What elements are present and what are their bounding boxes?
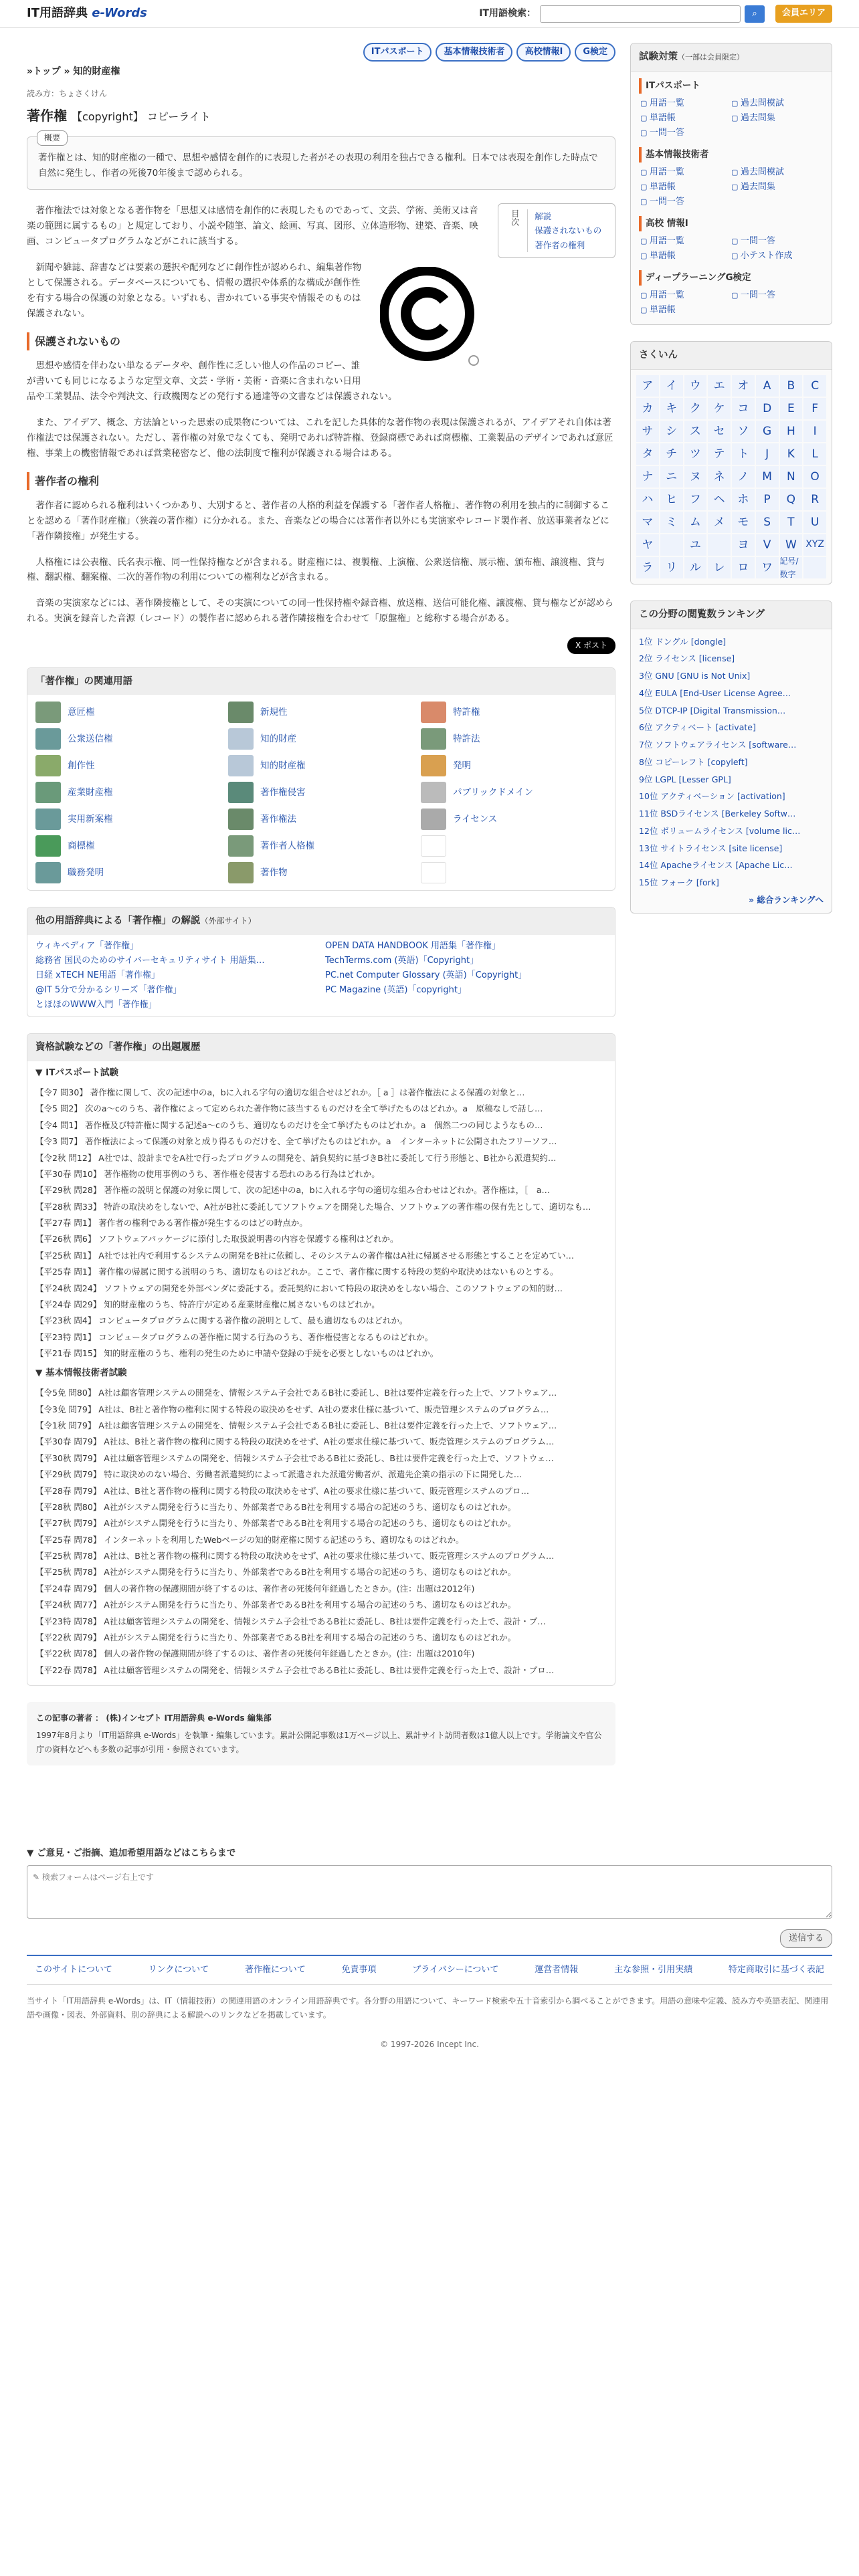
kana-key[interactable]: シ (660, 421, 683, 442)
ranking-item[interactable]: 11位 BSDライセンス [Berkeley Softw… (639, 809, 796, 819)
related-term-link[interactable]: 意匠権 (68, 706, 95, 718)
kana-key[interactable]: C (803, 375, 826, 397)
related-item[interactable] (421, 754, 607, 778)
footer-link[interactable]: 主な参照・引用実績 (614, 1965, 693, 1975)
footer-nav (27, 1955, 832, 1985)
sidebar-link[interactable]: ▢ 一問一答 (731, 288, 822, 303)
kana-key[interactable]: W (780, 534, 803, 556)
kana-key[interactable]: イ (660, 375, 683, 397)
kana-key[interactable]: チ (660, 443, 683, 465)
related-item[interactable] (421, 700, 607, 724)
kana-key[interactable]: H (780, 421, 803, 442)
kana-key[interactable]: コ (732, 398, 755, 419)
external-link[interactable]: @IT 5分で分かるシリーズ「著作権」 (35, 985, 182, 996)
term-icon (421, 755, 446, 776)
exam-question[interactable]: 【平25秋 問78】 A社は、B社と著作物の権利に関する特段の取決めをせず、A社の要求仕様に基づいて、販売管理システムのプログラム… (35, 1551, 555, 1562)
kana-key (708, 534, 731, 556)
exam-question[interactable]: 【令1秋 問79】 A社は顧客管理システムの開発を、情報システム子会社であるB社に委託し、B社は要件定義を行った上で、ソフトウェア… (35, 1420, 557, 1431)
sidebar-section-title: 基本情報技術者 (639, 147, 824, 163)
kana-key[interactable]: T (780, 512, 803, 533)
exam-pill[interactable]: 基本情報技術者 (436, 43, 512, 62)
term-icon (35, 862, 61, 883)
kana-key[interactable]: タ (636, 443, 659, 465)
related-term-link[interactable]: 著作者人格権 (260, 840, 314, 851)
kana-key[interactable]: ウ (684, 375, 707, 397)
copyright-icon (380, 267, 480, 367)
ranking-item[interactable]: 12位 ボリュームライセンス [volume lic… (639, 825, 801, 836)
term-icon (35, 782, 61, 803)
exam-pill[interactable]: ITパスポート (363, 43, 432, 62)
term-icon (35, 809, 61, 830)
related-term-link[interactable]: パブリックドメイン (453, 786, 534, 798)
header-search (479, 5, 832, 22)
exam-prep-box (630, 43, 832, 325)
title-en: 【copyright】 コピーライト (71, 110, 211, 124)
ranking-item[interactable]: 5位 DTCP-IP [Digital Transmission… (639, 705, 786, 716)
sidebar-link[interactable]: ▢ 一問一答 (640, 195, 731, 209)
sidebar-link[interactable]: ▢ 用語一覧 (640, 288, 731, 303)
paragraph: 著作者に認められる権利はいくつかあり、大別すると、著作者の人格的利益を保護する「著作者人格権」、著作物の利用を独占的に制御することを認める「著作財産権」（狭義の著作権）に分かれる。また、音楽などの場合には著作者以外にも実演家やレコード製作者、放送事業者などに「著作隣接権」が発生する。 (27, 500, 609, 542)
sidebar-link[interactable]: ▢ 一問一答 (731, 234, 822, 249)
kana-key[interactable]: ハ (636, 489, 659, 510)
kana-key (660, 534, 683, 556)
related-term-link[interactable]: 実用新案権 (68, 813, 113, 825)
exam-question[interactable]: 【平24秋 問24】 ソフトウェアの開発を外部ベンダに委託する。委託契約において特段の取決めをしない場合、このソフトウェアの知的財… (35, 1283, 563, 1293)
related-term-link[interactable]: 知的財産権 (260, 760, 306, 771)
exam-question[interactable]: 【平24春 問79】 個人の著作物の保護期間が終了するのは、著作者の死後何年経過したときか。(注：出題は2012年) (35, 1583, 475, 1594)
exam-question[interactable]: 【平25春 問1】 著作権の帰属に関する説明のうち、適切なものはどれか。ここで、著作権に関する特段の契約や取決めはないものとする。 (35, 1267, 559, 1277)
kana-key[interactable]: ラ (636, 557, 659, 578)
exam-section-it[interactable]: ▼ ITパスポート試験 (35, 1067, 118, 1079)
exam-title: 資格試験などの「著作権」の出題履歴 (27, 1034, 615, 1061)
exam-question[interactable]: 【平25春 問78】 インターネットを利用したWebページの知的財産権に関する記述のうち、適切なものはどれか。 (35, 1534, 464, 1545)
kana-key[interactable]: ユ (684, 534, 707, 556)
exam-question[interactable]: 【平23特 問1】 コンピュータプログラムの著作権に関する行為のうち、著作権侵害となるものはどれか。 (35, 1331, 434, 1342)
related-term-link[interactable]: 著作権侵害 (260, 786, 306, 798)
exam-question[interactable]: 【平30春 問79】 A社は、B社と著作物の権利に関する特段の取決めをせず、A社の要求仕様に基づいて、販売管理システムのプログラム… (35, 1436, 555, 1447)
exam-question[interactable]: 【令5免 問80】 A社は顧客管理システムの開発を、情報システム子会社であるB社に委託し、B社は要件定義を行った上で、ソフトウェア… (35, 1388, 557, 1398)
related-item[interactable] (228, 807, 414, 831)
kana-key[interactable]: ル (684, 557, 707, 578)
related-title: 「著作権」の関連用語 (27, 668, 615, 695)
term-icon (35, 755, 61, 776)
related-item[interactable] (228, 780, 414, 804)
kana-key[interactable]: リ (660, 557, 683, 578)
kana-key[interactable]: オ (732, 375, 755, 397)
exam-question[interactable]: 【平24春 問29】 知的財産権のうち、特許庁が定める産業財産権に属さないものはどれか。 (35, 1299, 380, 1309)
kana-key[interactable]: F (803, 398, 826, 419)
sidebar-links (631, 234, 832, 263)
exam-question[interactable]: 【平29秋 問28】 著作権の説明と保護の対象に関して、次の記述中のa，bに入れる字句の適切な組み合わせはどれか。著作権は，［ a… (35, 1185, 551, 1196)
ranking-item[interactable]: 3位 GNU [GNU is Not Unix] (639, 671, 751, 681)
related-term-link[interactable]: 特許権 (453, 706, 480, 718)
exam-question[interactable]: 【平28春 問79】 A社は、B社と著作物の権利に関する特段の取決めをせず、A社の要求仕様に基づいて、販売管理システムのプロ… (35, 1485, 529, 1496)
ranking-box (630, 601, 832, 914)
sidebar-link[interactable]: ▢ 過去問集 (731, 111, 822, 126)
term-icon (35, 728, 61, 750)
kana-title: さくいん (631, 342, 832, 370)
x-post-button[interactable]: X ポスト (567, 637, 615, 653)
ranking-item[interactable]: 6位 アクティベート [activate] (639, 722, 756, 733)
kana-key[interactable]: O (803, 466, 826, 488)
submit-button[interactable]: 送信する (780, 1929, 832, 1948)
kana-key[interactable]: ヤ (636, 534, 659, 556)
paragraph: 音楽の実演家などには、著作隣接権として、その実演についての同一性保持権や録音権、放送権、送信可能化権、譲渡権、貸与権などが認められる。実演を録音した音源（レコード）の製作者に認められる著作隣接権を合わせて「原盤権」と総称する場合がある。 (27, 598, 613, 625)
ranking-item[interactable]: 8位 コピーレフト [copyleft] (639, 756, 748, 767)
sidebar-section-title: ITパスポート (639, 78, 824, 94)
kana-key[interactable]: A (756, 375, 779, 397)
feedback-textarea[interactable] (27, 1865, 832, 1919)
sidebar (630, 43, 832, 1786)
feedback-section (0, 1846, 859, 1948)
copyright: © 1997-2026 Incept Inc. (380, 2040, 479, 2050)
exam-question[interactable]: 【平29秋 問79】 特に取決めのない場合、労働者派遣契約によって派遣された派遣労働者が、派遣先企業の指示の下に開発した… (35, 1469, 522, 1480)
exam-prep-note: （一部は会員限定） (678, 53, 744, 62)
related-term-link[interactable]: 商標権 (68, 840, 95, 851)
toc-item[interactable]: 解説 (535, 211, 552, 222)
term-icon (228, 782, 254, 803)
kana-key (803, 557, 826, 578)
related-term-link[interactable]: 知的財産 (260, 733, 296, 744)
paragraph: 新聞や雑誌、辞書などは要素の選択や配列などに創作性が認められ、編集著作物として保護される。データベースについても、情報の選択や体系的な構成が創作性を有する場合の保護の対象となる。いずれも、書かれている事実や情報そのものは保護されない。 (27, 261, 362, 319)
exam-question[interactable]: 【平24秋 問77】 A社がシステム開発を行うに当たり、外部業者であるB社を利用する場合の記述のうち、適切なものはどれか。 (35, 1600, 516, 1610)
footer-link[interactable]: プライバシーについて (412, 1965, 499, 1975)
kana-key[interactable]: ヨ (732, 534, 755, 556)
kana-key[interactable]: XYZ (803, 534, 826, 556)
external-link[interactable]: とほほのWWW入門「著作権」 (35, 1000, 157, 1010)
section-heading: 保護されないもの (27, 332, 615, 350)
exam-question[interactable]: 【令5 問2】 次のa〜cのうち、著作権によって定められた著作物に該当するものだけを全て挙げたものはどれか。a 原稿なしで話し… (35, 1103, 543, 1114)
kana-key[interactable]: K (780, 443, 803, 465)
sidebar-link[interactable]: ▢ 過去問模試 (731, 96, 822, 111)
ranking-item[interactable]: 13位 サイトライセンス [site license] (639, 843, 783, 853)
exam-question[interactable]: 【平23秋 問4】 コンピュータプログラムに関する著作権の説明として、最も適切なものはどれか。 (35, 1315, 408, 1326)
footer-link[interactable]: このサイトについて (35, 1965, 112, 1975)
term-icon (421, 835, 446, 857)
related-term-link[interactable]: 創作性 (68, 760, 95, 771)
exam-pill[interactable]: 高校情報Ⅰ (516, 43, 571, 62)
related-item[interactable] (35, 727, 221, 751)
related-term-link[interactable]: 著作物 (260, 867, 288, 878)
ranking-title: この分野の閲覧数ランキング (631, 601, 832, 629)
footer-link[interactable]: 免責事項 (341, 1965, 377, 1975)
sidebar-link[interactable]: ▢ 単語帳 (640, 111, 731, 126)
related-terms (27, 667, 615, 891)
total-ranking-link[interactable]: » 総合ランキングへ (748, 894, 824, 905)
exam-question[interactable]: 【令4 問1】 著作権及び特許権に関する記述a〜cのうち、適切なものだけを全て挙げたものはどれか。a 偶然二つの同じようなもの… (35, 1119, 543, 1130)
exam-pill[interactable]: G検定 (575, 43, 615, 62)
summary-tag: 概要 (37, 130, 68, 145)
section-heading: 著作者の権利 (27, 472, 615, 490)
exam-question[interactable]: 【平27秋 問79】 A社がシステム開発を行うに当たり、外部業者であるB社を利用する場合の記述のうち、適切なものはどれか。 (35, 1518, 516, 1529)
external-title (27, 907, 615, 935)
term-icon (228, 862, 254, 883)
kana-key[interactable]: ホ (732, 489, 755, 510)
kana-index (630, 341, 832, 584)
kana-key[interactable]: ア (636, 375, 659, 397)
external-link[interactable]: PC Magazine (英語)「copyright」 (325, 985, 466, 996)
external-link[interactable]: PC.net Computer Glossary (英語)「Copyright」 (325, 970, 527, 981)
sidebar-link[interactable]: ▢ 過去問集 (731, 180, 822, 195)
exam-section-fe[interactable]: ▼ 基本情報技術者試験 (35, 1368, 127, 1379)
term-icon (228, 702, 254, 723)
sidebar-link[interactable]: ▢ 単語帳 (640, 249, 731, 263)
reading: 読み方：ちょさくけん (27, 88, 108, 98)
toc (498, 203, 615, 258)
logo-text: IT用語辞典 (27, 6, 88, 21)
top-bar (0, 0, 859, 28)
logo-sub: e-Words (92, 6, 147, 21)
related-item[interactable] (421, 727, 607, 751)
kana-key[interactable]: サ (636, 421, 659, 442)
term-icon (35, 702, 61, 723)
external-links (27, 907, 615, 1017)
kana-key[interactable]: テ (708, 443, 731, 465)
search-button[interactable] (745, 5, 765, 23)
exam-question[interactable]: 【令2秋 問12】 A社では、設計までをA社で行ったプログラムの開発を、請負契約に基づきB社に委託して行う形態と、B社から派遣契約… (35, 1152, 557, 1163)
sidebar-links (631, 165, 832, 209)
site-logo[interactable] (27, 3, 147, 24)
member-area-button[interactable]: 会員エリア (775, 5, 832, 22)
summary-box (27, 133, 615, 190)
external-link[interactable]: OPEN DATA HANDBOOK 用語集「著作権」 (325, 940, 500, 951)
sidebar-links (631, 96, 832, 140)
related-item[interactable] (35, 834, 221, 858)
external-link[interactable]: 日経 xTECH NE用語「著作権」 (35, 970, 160, 981)
kana-key[interactable]: ク (684, 398, 707, 419)
related-term-link[interactable]: 発明 (453, 760, 471, 771)
related-item[interactable] (228, 834, 414, 858)
copyright-symbol-image (380, 267, 480, 367)
exam-question[interactable]: 【平21春 問15】 知的財産権のうち、権利の発生のために申請や登録の手続を必要としないものはどれか。 (35, 1348, 439, 1358)
kana-key[interactable]: セ (708, 421, 731, 442)
kana-key[interactable]: ス (684, 421, 707, 442)
related-item[interactable] (228, 727, 414, 751)
kana-key[interactable]: マ (636, 512, 659, 533)
kana-key[interactable]: G (756, 421, 779, 442)
exam-question[interactable]: 【平25秋 問1】 A社では社内で利用するシステムの開発をB社に依頼し、そのシステムの著作権はA社に帰属させる形態とすることを定めてい… (35, 1250, 574, 1261)
sidebar-link[interactable]: ▢ 用語一覧 (640, 96, 731, 111)
related-item[interactable] (228, 861, 414, 885)
search-input[interactable] (540, 5, 741, 23)
kana-key[interactable]: ミ (660, 512, 683, 533)
term-icon (421, 782, 446, 803)
paragraph: 思想や感情を伴わない単なるデータや、創作性に乏しい他人の作品のコピー、誰が書いても同じになるような定型文章、文芸・学術・美術・音楽に含まれない日用品や工業製品、法令や判決文、行政機関などの発行する通達等の文書などは保護されない。 (27, 360, 397, 402)
term-icon (421, 702, 446, 723)
sidebar-link[interactable]: ▢ 一問一答 (640, 126, 731, 140)
exam-question[interactable]: 【平22春 問78】 A社は顧客管理システムの開発を、情報システム子会社であるB社に委託し、B社は要件定義を行った上で、設計・プロ… (35, 1665, 555, 1675)
kana-key[interactable]: L (803, 443, 826, 465)
kana-key[interactable]: J (756, 443, 779, 465)
exam-question[interactable]: 【平22秋 問78】 個人の著作物の保護期間が終了するのは、著作者の死後何年経過したときか。(注：出題は2010年) (35, 1648, 475, 1659)
author-box (27, 1702, 615, 1765)
kana-key[interactable]: ム (684, 512, 707, 533)
exam-question[interactable]: 【平30秋 問79】 A社は顧客管理システムの開発を、情報システム子会社であるB社に委託し、B社は要件定義を行った上で、ソフトウェ… (35, 1453, 554, 1463)
kana-key[interactable]: カ (636, 398, 659, 419)
kana-key[interactable]: N (780, 466, 803, 488)
kana-key[interactable]: ヌ (684, 466, 707, 488)
kana-key[interactable]: I (803, 421, 826, 442)
main-content (27, 43, 615, 1786)
ranking-item[interactable]: 15位 フォーク [fork] (639, 877, 719, 888)
kana-key[interactable]: E (780, 398, 803, 419)
exam-question[interactable]: 【平22秋 問79】 A社がシステム開発を行うに当たり、外部業者であるB社を利用する場合の記述のうち、適切なものはどれか。 (35, 1632, 516, 1642)
kana-key[interactable]: P (756, 489, 779, 510)
kana-key[interactable]: V (756, 534, 779, 556)
paragraph: 人格権には公表権、氏名表示権、同一性保持権などが含まれる。財産権には、複製権、上演権、公衆送信権、展示権、頒布権、譲渡権、貸与権、翻訳権、翻案権、二次的著作物の利用についての権利などが含まれる。 (27, 556, 605, 583)
exam-question[interactable]: 【令7 問30】 著作権に関して、次の記述中のa，bに入れる字句の適切な組合せはどれか。［ a ］は著作権法による保護の対象と… (35, 1087, 525, 1097)
related-item[interactable] (35, 861, 221, 885)
related-term-link[interactable]: 職務発明 (68, 867, 104, 878)
author-desc: 1997年8月より「IT用語辞典 e-Words」を執筆・編集しています。累計公開記事数は1万ページ以上、累計サイト訪問者数は1億人以上です。学術論文や官公庁の資料などへも多数の記事が引用・参照されています。 (36, 1731, 602, 1754)
sidebar-link[interactable]: ▢ 単語帳 (640, 180, 731, 195)
sidebar-link[interactable]: ▢ 用語一覧 (640, 165, 731, 180)
search-label: IT用語検索： (479, 7, 536, 19)
external-title-text: 他の用語辞典による「著作権」の解説 (35, 916, 201, 927)
term-icon (228, 755, 254, 776)
author-name: この記事の著者 ： (株)インセプト IT用語辞典 e-Words 編集部 (36, 1713, 272, 1723)
exam-question[interactable]: 【平27春 問1】 著作者の権利である著作権が発生するのはどの時点か。 (35, 1218, 308, 1228)
related-item[interactable] (35, 780, 221, 804)
exam-pills (27, 43, 615, 62)
external-link[interactable]: 総務省 国民のためのサイバーセキュリティサイト 用語集… (35, 956, 265, 966)
kana-key[interactable]: ヘ (708, 489, 731, 510)
kana-key[interactable]: 記号/数字 (780, 557, 803, 578)
related-item[interactable] (228, 754, 414, 778)
summary-text: 著作権とは、知的財産権の一種で、思想や感情を創作的に表現した者がその表現の利用を独占できる権利。日本では表現を創作した時点で自然に発生し、作者の死後70年後まで認められる。 (38, 152, 598, 179)
sidebar-link[interactable]: ▢ 単語帳 (640, 303, 731, 318)
term-icon (228, 728, 254, 750)
toc-item[interactable]: 保護されないもの (535, 225, 602, 236)
related-term-link[interactable]: 著作権法 (260, 813, 296, 825)
kana-key[interactable]: R (803, 489, 826, 510)
exam-prep-title-text: 試験対策 (639, 51, 678, 62)
external-title-sub: （外部サイト） (200, 916, 256, 926)
kana-key[interactable]: ニ (660, 466, 683, 488)
paragraph: また、アイデア、概念、方法論といった思索の成果物については、これを記した具体的な著作物の表現は保護されるが、アイデアそれ自体は著作権法では保護されない。ただし、著作権の対象でなくても、発明であれば特許権、登録商標であれば商標権、工業製品のデザインであれば意匠権、事業上の機密情報であれば営業秘密など、他の法制度で権利が保護される場合はある。 (27, 417, 613, 459)
kana-key[interactable]: ナ (636, 466, 659, 488)
related-term-link[interactable]: 公衆送信権 (68, 733, 113, 744)
ranking-item[interactable]: 9位 LGPL [Lesser GPL] (639, 774, 731, 784)
related-term-link[interactable]: 新規性 (260, 706, 288, 718)
term-icon (228, 809, 254, 830)
title-text: 著作権 (27, 108, 67, 124)
kana-key[interactable]: エ (708, 375, 731, 397)
breadcrumb[interactable]: »トップ » 知的財産権 (27, 66, 120, 78)
kana-key[interactable]: レ (708, 557, 731, 578)
footer-link[interactable]: 特定商取引に基づく表記 (728, 1965, 824, 1975)
sidebar-section-title: 高校 情報Ⅰ (639, 216, 824, 231)
exam-question[interactable]: 【令3 問7】 著作権法によって保護の対象と成り得るものだけを、全て挙げたものはどれか。a インターネットに公開されたフリーソフ… (35, 1136, 557, 1147)
external-link[interactable]: ウィキペディア「著作権」 (35, 940, 139, 951)
ranking-item[interactable]: 14位 Apacheライセンス [Apache Lic… (639, 860, 793, 871)
page-title (27, 104, 615, 127)
kana-key[interactable]: M (756, 466, 779, 488)
sidebar-link[interactable]: ▢ 用語一覧 (640, 234, 731, 249)
exam-question[interactable]: 【平28秋 問33】 特許の取決めをしないで、A社がB社に委託してソフトウェアを開発した場合、ソフトウェアの著作権の保有先として、適切なも… (35, 1201, 591, 1212)
exam-prep-title (631, 43, 832, 72)
paragraph: 著作権法では対象となる著作物を「思想又は感情を創作的に表現したものであって、文芸、学術、美術又は音楽の範囲に属するもの」と規定しており、小説や随筆、論文、絵画、写真、図形、立体造形物、建築、音楽、映画、コンピュータプログラムなどがこれに該当する。 (27, 205, 478, 247)
kana-key[interactable]: ソ (732, 421, 755, 442)
exam-question[interactable]: 【令3免 問79】 A社は、B社と著作物の権利に関する特段の取決めをせず、A社の要求仕様に基づいて、販売管理システムのプログラム… (35, 1404, 549, 1414)
term-icon (35, 835, 61, 857)
term-icon (421, 728, 446, 750)
kana-key[interactable]: ネ (708, 466, 731, 488)
related-item (421, 861, 607, 885)
kana-key[interactable]: U (803, 512, 826, 533)
exam-history (27, 1033, 615, 1686)
toc-label: 目次 (508, 209, 528, 252)
term-icon (421, 809, 446, 830)
exam-question[interactable]: 【平30春 問10】 著作権物の使用事例のうち、著作権を侵害する恐れのある行為はどれか。 (35, 1168, 380, 1179)
ranking-item[interactable]: 4位 EULA [End-User License Agree… (639, 687, 791, 698)
related-item[interactable] (35, 700, 221, 724)
related-item[interactable] (35, 807, 221, 831)
exam-question[interactable]: 【平25秋 問78】 A社がシステム開発を行うに当たり、外部業者であるB社を利用する場合の記述のうち、適切なものはどれか。 (35, 1567, 516, 1578)
kana-key[interactable]: ワ (756, 557, 779, 578)
related-item[interactable] (421, 780, 607, 804)
ranking-item[interactable]: 10位 アクティベーション [activation] (639, 791, 785, 802)
related-item (421, 834, 607, 858)
kana-key[interactable]: Q (780, 489, 803, 510)
ranking-item[interactable]: 1位 ドングル [dongle] (639, 636, 727, 647)
related-term-link[interactable]: 特許法 (453, 733, 480, 744)
footer-link[interactable]: 運営者情報 (535, 1965, 579, 1975)
sidebar-link[interactable]: ▢ 小テスト作成 (731, 249, 822, 263)
term-icon (228, 835, 254, 857)
kana-key[interactable]: キ (660, 398, 683, 419)
sidebar-section-title: ディープラーニングG検定 (639, 270, 824, 286)
related-item[interactable] (35, 754, 221, 778)
exam-question[interactable]: 【平26秋 問6】 ソフトウェアパッケージに添付した取扱説明書の内容を保護する権利はどれか。 (35, 1234, 399, 1245)
kana-key[interactable]: ツ (684, 443, 707, 465)
kana-key[interactable]: モ (732, 512, 755, 533)
external-link[interactable] (325, 998, 607, 1012)
kana-key[interactable]: ノ (732, 466, 755, 488)
footer-link[interactable]: 著作権について (244, 1965, 306, 1975)
sidebar-link[interactable]: ▢ 過去問模試 (731, 165, 822, 180)
kana-key[interactable]: S (756, 512, 779, 533)
ranking-item[interactable]: 2位 ライセンス [license] (639, 653, 735, 664)
kana-key[interactable]: D (756, 398, 779, 419)
related-term-link[interactable]: ライセンス (453, 813, 498, 825)
exam-question[interactable]: 【平28秋 問80】 A社がシステム開発を行うに当たり、外部業者であるB社を利用する場合の記述のうち、適切なものはどれか。 (35, 1501, 516, 1512)
search-icon: ⌕ (752, 8, 757, 19)
kana-key[interactable]: ト (732, 443, 755, 465)
kana-key[interactable]: ケ (708, 398, 731, 419)
kana-key[interactable]: フ (684, 489, 707, 510)
related-item[interactable] (228, 700, 414, 724)
term-icon (421, 862, 446, 883)
kana-key[interactable]: ヒ (660, 489, 683, 510)
kana-key[interactable]: メ (708, 512, 731, 533)
footer-link[interactable]: リンクについて (148, 1965, 209, 1975)
external-link[interactable]: TechTerms.com (英語)「Copyright」 (325, 956, 479, 966)
sidebar-links (631, 288, 832, 318)
feedback-title: ▼ ご意見・ご指摘、追加希望用語などはこちらまで (27, 1848, 236, 1859)
exam-question[interactable]: 【平23特 問78】 A社は顧客管理システムの開発を、情報システム子会社であるB社に委託し、B社は要件定義を行った上で、設計・プ… (35, 1616, 546, 1626)
ranking-item[interactable]: 7位 ソフトウェアライセンス [software… (639, 740, 797, 750)
kana-key[interactable]: B (780, 375, 803, 397)
related-term-link[interactable]: 産業財産権 (68, 786, 113, 798)
footer-description: 当サイト「IT用語辞典 e-Words」は、IT（情報技術）の関連用語のオンライン用語辞典です。各分野の用語について、キーワード検索や五十音索引から調べることができます。用語の意味や定義、読み方や英語表記、関連用語や画像・図表、外部資料、別の辞典による解説へのリンクなどを掲載しています。 (27, 1996, 829, 2020)
kana-key[interactable]: ロ (732, 557, 755, 578)
toc-item[interactable]: 著作者の権利 (535, 239, 585, 250)
related-item[interactable] (421, 807, 607, 831)
